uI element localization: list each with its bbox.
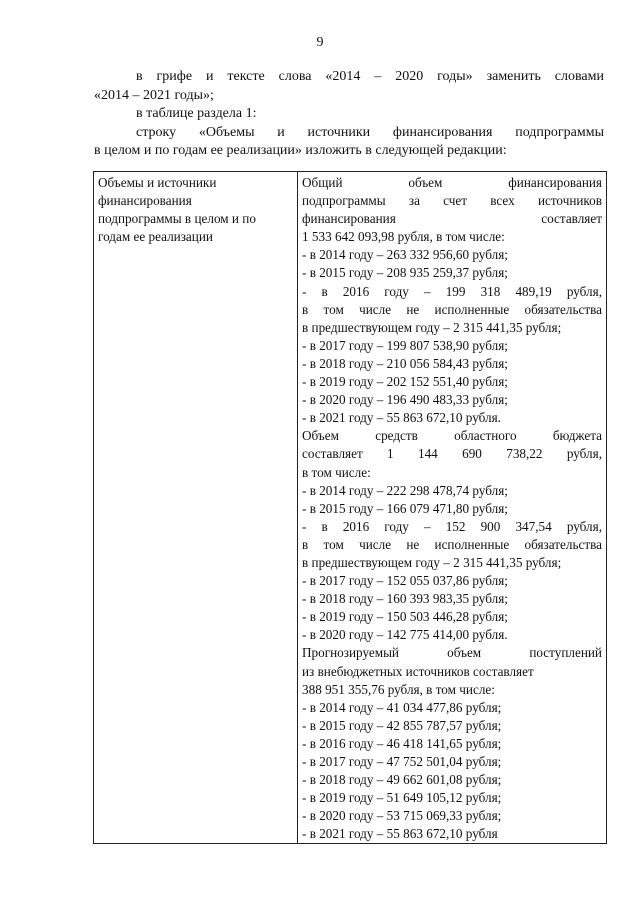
table-row xyxy=(94,172,607,844)
financing-line: - в 2019 году – 51 649 105,12 рубля; xyxy=(302,790,502,806)
financing-table xyxy=(93,171,607,844)
financing-line: финансирования составляет xyxy=(302,211,602,227)
financing-line: - в 2020 году – 142 775 414,00 рубля. xyxy=(302,627,508,643)
intro-p1-line2: «2014 – 2021 годы»; xyxy=(94,87,214,103)
intro-p2: в таблице раздела 1: xyxy=(136,106,257,121)
financing-line: - в 2017 году – 47 752 501,04 рубля; xyxy=(302,754,502,769)
financing-line: в том числе не исполненные обязательства xyxy=(302,536,602,552)
row-header-cell xyxy=(94,172,298,844)
financing-line: из внебюджетных источников составляет xyxy=(302,663,534,679)
row-header-line: годам ее реализации xyxy=(98,229,213,245)
financing-line: - в 2018 году – 49 662 601,08 рубля; xyxy=(302,772,502,788)
financing-line: подпрограммы за счет всех источников xyxy=(302,193,602,209)
financing-line: - в 2014 году – 263 332 956,60 рубля; xyxy=(302,247,508,263)
financing-line: - в 2021 году – 55 863 672,10 рубля. xyxy=(302,410,501,426)
financing-line: - в 2020 году – 53 715 069,33 рубля; xyxy=(302,808,502,824)
row-header-line: Объемы и источники xyxy=(98,175,217,190)
financing-line: в том числе не исполненные обязательства xyxy=(302,301,602,317)
financing-line: - в 2017 году – 199 807 538,90 рубля; xyxy=(302,337,508,353)
financing-line: Прогнозируемый объем поступлений xyxy=(302,645,602,661)
intro-p1-line1: в грифе и тексте слова «2014 – 2020 годы» заменить словами xyxy=(136,69,604,84)
page-number: 9 xyxy=(316,35,324,50)
financing-line: Общий объем финансирования xyxy=(302,175,602,190)
row-header-line: финансирования xyxy=(98,193,192,209)
financing-line: - в 2018 году – 160 393 983,35 рубля; xyxy=(302,591,508,607)
intro-p3-line2: в целом и по годам ее реализации» изложить в следующей редакции: xyxy=(94,143,507,158)
financing-line: - в 2016 году – 199 318 489,19 рубля, xyxy=(302,283,602,299)
financing-line: в предшествующем году – 2 315 441,35 рубля; xyxy=(302,319,562,335)
financing-line: составляет 1 144 690 738,22 рубля, xyxy=(302,446,602,462)
financing-line: - в 2014 году – 222 298 478,74 рубля; xyxy=(302,482,508,498)
financing-line: 388 951 355,76 рубля, в том числе: xyxy=(302,681,495,697)
financing-line: в предшествующем году – 2 315 441,35 рубля; xyxy=(302,554,562,570)
intro-p3-line1: строку «Объемы и источники финансирования подпрограммы xyxy=(136,124,604,140)
financing-line: - в 2018 году – 210 056 584,43 рубля; xyxy=(302,355,508,371)
financing-line: Объем средств областного бюджета xyxy=(302,428,602,444)
financing-line: - в 2015 году – 166 079 471,80 рубля; xyxy=(302,500,508,516)
row-header-line: подпрограммы в целом и по xyxy=(98,211,256,227)
financing-line: - в 2017 году – 152 055 037,86 рубля; xyxy=(302,573,508,589)
financing-line: - в 2015 году – 208 935 259,37 рубля; xyxy=(302,265,508,281)
financing-line: - в 2015 году – 42 855 787,57 рубля; xyxy=(302,717,502,733)
financing-line: - в 2019 году – 202 152 551,40 рубля; xyxy=(302,374,508,390)
financing-line: - в 2014 году – 41 034 477,86 рубля; xyxy=(302,699,502,715)
financing-line: - в 2021 году – 55 863 672,10 рубля xyxy=(302,826,498,842)
financing-details-cell xyxy=(298,172,607,844)
financing-line: - в 2019 году – 150 503 446,28 рубля; xyxy=(302,609,508,625)
financing-line: в том числе: xyxy=(302,464,371,480)
financing-line: - в 2020 году – 196 490 483,33 рубля; xyxy=(302,392,508,408)
financing-line: - в 2016 году – 46 418 141,65 рубля; xyxy=(302,735,502,751)
financing-line: - в 2016 году – 152 900 347,54 рубля, xyxy=(302,518,602,534)
financing-line: 1 533 642 093,98 рубля, в том числе: xyxy=(302,229,505,245)
intro-text xyxy=(94,68,604,161)
